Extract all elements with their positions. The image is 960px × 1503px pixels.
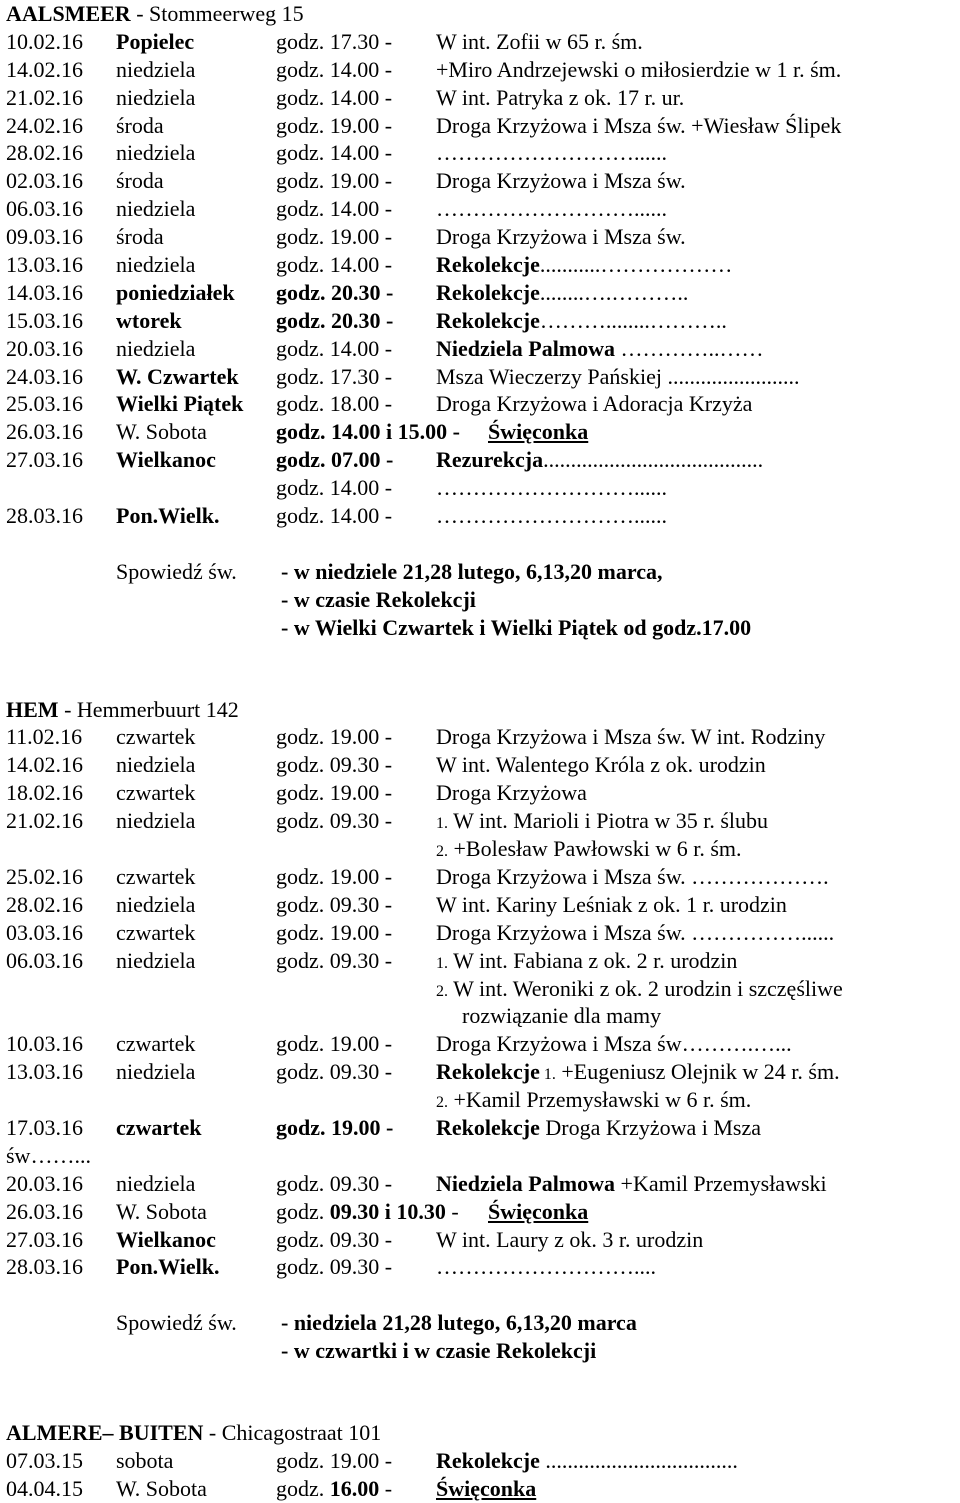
entry-day: środa [116,112,164,138]
entry-time: godz. 14.00 - [276,56,393,82]
confession-spacer [6,1281,956,1309]
schedule-entry [6,835,956,863]
entry-text: Droga Krzyżowa i Adoracja Krzyża [436,391,753,417]
schedule-entry [6,751,956,779]
entry-text: Droga Krzyżowa i Msza św. W int. Rodziny [436,724,826,750]
entry-date: 24.03.16 [6,363,83,389]
entry-number: 2. [436,843,448,861]
entry-day: Popielec [116,28,195,54]
schedule-entry [6,335,956,363]
entry-day: poniedziałek [116,279,235,305]
entry-day: W. Czwartek [116,363,239,389]
entry-date: 10.03.16 [6,1031,83,1057]
entry-date: 03.03.16 [6,919,83,945]
entry-text-bold: Święconka [488,1198,589,1224]
entry-text: Rekolekcje Droga Krzyżowa i Msza [436,1114,761,1140]
entry-time: godz. 16.00 - [276,1475,393,1501]
entry-day: Pon.Wielk. [116,1254,220,1280]
section-heading [6,696,956,724]
schedule-entry [6,139,956,167]
entry-date: 25.02.16 [6,863,83,889]
entry-date: 18.02.16 [6,780,83,806]
entry-text: 2. +Bolesław Pawłowski w 6 r. śm. [436,836,742,862]
schedule-entry [6,84,956,112]
schedule-entry [6,418,956,446]
confession-line [6,1309,956,1337]
entry-date: 13.03.16 [6,252,83,278]
entry-date: 25.03.16 [6,391,83,417]
entry-text: W int. Laury z ok. 3 r. urodzin [436,1226,704,1252]
entry-date: 14.02.16 [6,752,83,778]
schedule-entry [6,1170,956,1198]
section-address: - Hemmerbuurt 142 [58,696,239,722]
entry-time: godz. 09.30 - [276,808,393,834]
entry-date: 09.03.16 [6,224,83,250]
entry-date: 20.03.16 [6,1170,83,1196]
entry-text-bold: Rekolekcje [436,1447,540,1473]
entry-text-bold: Niedziela Palmowa [436,1170,616,1196]
entry-time-bold: 09.30 i 10.30 [329,1198,446,1224]
entry-text: +Miro Andrzejewski o miłosierdzie w 1 r. śm. [436,56,842,82]
schedule-entry [6,1086,956,1114]
schedule-entry [6,307,956,335]
entry-time: godz. 19.00 - [276,863,393,889]
entry-date: 21.02.16 [6,84,83,110]
entry-day: wtorek [116,307,182,333]
schedule-entry [6,1475,956,1503]
schedule-entry [6,1447,956,1475]
entry-day: niedziela [116,1170,196,1196]
entry-date: 15.03.16 [6,307,83,333]
entry-time: godz. 09.30 - [276,1254,393,1280]
entry-date: 27.03.16 [6,1226,83,1252]
entry-date: 04.04.15 [6,1475,83,1501]
schedule-entry [6,223,956,251]
entry-date: 26.03.16 [6,419,83,445]
entry-text: Droga Krzyżowa i Msza św. +Wiesław Ślipek [436,112,842,138]
entry-text: Droga Krzyżowa i Msza św……….…... [436,1031,792,1057]
entry-text: ………………………...... [436,475,667,501]
entry-text-bold: Rekolekcje [436,1059,540,1085]
schedule-entry [6,723,956,751]
confession-text: - w czwartki i w czasie Rekolekcji [281,1338,597,1364]
entry-day: Wielkanoc [116,447,216,473]
entry-text: ……………………….... [436,1254,656,1280]
entry-text-bold: Rekolekcje [436,252,540,278]
entry-date: 24.02.16 [6,112,83,138]
entry-day: niedziela [116,752,196,778]
confession-text: - w Wielki Czwartek i Wielki Piątek od godz.17.00 [281,614,752,640]
entry-text: ………………………...... [436,196,667,222]
entry-time: godz. 09.30 - [276,1226,393,1252]
entry-day: Wielki Piątek [116,391,244,417]
entry-day: niedziela [116,56,196,82]
entry-time: godz. 19.00 - [276,224,393,250]
entry-date: 20.03.16 [6,335,83,361]
schedule-entry [6,446,956,474]
entry-day: niedziela [116,252,196,278]
entry-text: ………………………...... [436,503,667,529]
entry-date: 06.03.16 [6,196,83,222]
schedule-entry [6,863,956,891]
entry-date: 28.02.16 [6,140,83,166]
entry-time: godz. 14.00 - [276,84,393,110]
entry-day: W. Sobota [116,1198,207,1224]
entry-time: godz. 07.00 - [276,447,394,473]
entry-day: niedziela [116,196,196,222]
entry-text: Msza Wieczerzy Pańskiej ........................ [436,363,800,389]
entry-day: niedziela [116,891,196,917]
entry-time-bold: 16.00 [329,1475,380,1501]
entry-time: godz. 09.30 - [276,1059,393,1085]
entry-number: 2. [436,982,448,1000]
entry-time: godz. 19.00 - [276,112,393,138]
section-name: HEM [6,696,59,722]
entry-text: 2. +Kamil Przemysławski w 6 r. śm. [436,1087,752,1113]
entry-date: 14.03.16 [6,279,83,305]
entry-time: godz. 17.30 - [276,28,393,54]
entry-day: czwartek [116,1114,202,1140]
section-heading [6,1419,956,1447]
confession-line [6,1337,956,1365]
entry-text: 1. W int. Fabiana z ok. 2 r. urodzin [436,947,738,973]
schedule-entry [6,891,956,919]
entry-text-bold: Święconka [488,419,589,445]
entry-time: godz. 20.30 - [276,279,394,305]
entry-date: 13.03.16 [6,1059,83,1085]
entry-day: Wielkanoc [116,1226,216,1252]
entry-text: W int. Walentego Króla z ok. urodzin [436,752,766,778]
entry-day: czwartek [116,863,196,889]
entry-text-bold: Rekolekcje [436,1114,540,1140]
entry-day: czwartek [116,919,196,945]
entry-number: 1. [436,815,448,833]
entry-date: 28.02.16 [6,891,83,917]
entry-time: godz. 19.00 - [276,1114,394,1140]
schedule-entry [6,1142,956,1170]
schedule-entry [6,947,956,975]
entry-number: 1. [436,954,448,972]
entry-date: 21.02.16 [6,808,83,834]
schedule-entry [6,975,956,1003]
entry-time: godz. 19.00 - [276,168,393,194]
schedule-entry [6,56,956,84]
entry-day: niedziela [116,808,196,834]
schedule-entry [6,1058,956,1086]
entry-time: godz. 14.00 i 15.00 - [276,419,460,445]
entry-text: Rezurekcja........................................ [436,447,764,473]
entry-text: ………………………...... [436,140,667,166]
entry-day: sobota [116,1447,174,1473]
entry-text-bold: Rezurekcja [436,447,544,473]
entry-text: Niedziela Palmowa +Kamil Przemysławski [436,1170,827,1196]
entry-text [436,1475,536,1503]
entry-day: W. Sobota [116,1475,207,1501]
schedule-entry [6,195,956,223]
schedule-entry [6,502,956,530]
entry-time: godz. 09.30 - [276,752,393,778]
entry-date: 26.03.16 [6,1198,83,1224]
entry-date: św……... [6,1142,91,1168]
section-heading [6,0,956,28]
entry-text: Niedziela Palmowa …………..…… [436,335,764,361]
entry-day: środa [116,168,164,194]
entry-time: godz. 14.00 - [276,335,393,361]
entry-time: godz. 19.00 - [276,1031,393,1057]
confession-line [6,586,956,614]
entry-date: 28.03.16 [6,1254,83,1280]
entry-day: środa [116,224,164,250]
schedule-entry [6,779,956,807]
entry-text: Droga Krzyżowa i Msza św. [436,224,686,250]
section-spacer [6,1393,956,1419]
schedule-entry [6,1114,956,1142]
confession-text: - w czasie Rekolekcji [281,586,476,612]
entry-time: godz. 17.30 - [276,363,393,389]
schedule-entry [6,390,956,418]
schedule-entry [6,1226,956,1254]
confession-text: - niedziela 21,28 lutego, 6,13,20 marca [281,1310,637,1336]
schedule-entry [6,919,956,947]
entry-text: Rekolekcje 1. +Eugeniusz Olejnik w 24 r. śm. [436,1059,840,1085]
entry-text: 1. W int. Marioli i Piotra w 35 r. ślubu [436,808,769,834]
schedule-entry [6,1253,956,1281]
schedule-entry [6,279,956,307]
entry-text-bold: Niedziela Palmowa [436,335,616,361]
confession-line [6,558,956,586]
entry-number: 2. [436,1094,448,1112]
entry-date: 14.02.16 [6,56,83,82]
entry-time: godz. 14.00 - [276,475,393,501]
entry-day: czwartek [116,724,196,750]
entry-text: Droga Krzyżowa i Msza św. ……………...... [436,919,835,945]
confession-spacer [6,1365,956,1393]
entry-day: niedziela [116,1059,196,1085]
entry-text: Droga Krzyżowa i Msza św. ………………. [436,863,829,889]
schedule-entry [6,1002,956,1030]
entry-text: Rekolekcje...........……………… [436,252,733,278]
entry-time: godz. 09.30 - [276,1170,393,1196]
entry-time: godz. 14.00 - [276,196,393,222]
entry-date: 28.03.16 [6,503,83,529]
schedule-entry [6,167,956,195]
schedule-document [6,0,956,1503]
entry-day: niedziela [116,335,196,361]
entry-day: niedziela [116,84,196,110]
entry-text: Rekolekcje………........……….. [436,307,727,333]
section-spacer [6,670,956,696]
entry-date: 11.02.16 [6,724,83,750]
entry-time: godz. 19.00 - [276,1447,393,1473]
entry-time: godz. 14.00 - [276,503,393,529]
entry-day: Pon.Wielk. [116,503,220,529]
confession-label: Spowiedź św. [116,558,237,584]
confession-text: - w niedziele 21,28 lutego, 6,13,20 marca, [281,558,663,584]
entry-text: Droga Krzyżowa [436,780,587,806]
entry-text: W int. Zofii w 65 r. śm. [436,28,643,54]
schedule-entry [6,474,956,502]
confession-line [6,614,956,642]
entry-time: godz. 09.30 - [276,947,393,973]
schedule-entry [6,1030,956,1058]
schedule-entry [6,112,956,140]
entry-text-bold: Święconka [436,1475,537,1501]
entry-text: W int. Kariny Leśniak z ok. 1 r. urodzin [436,891,787,917]
entry-text [488,1198,588,1226]
entry-date: 07.03.15 [6,1447,83,1473]
entry-text: Rekolekcje........….……….. [436,279,689,305]
entry-text: 2. W int. Weroniki z ok. 2 urodzin i szczęśliwe [436,975,843,1001]
entry-date: 06.03.16 [6,947,83,973]
entry-number: 1. [539,1066,556,1084]
confession-spacer [6,530,956,558]
entry-day: czwartek [116,1031,196,1057]
entry-text-bold: Rekolekcje [436,307,540,333]
confession-label: Spowiedź św. [116,1310,237,1336]
entry-time: godz. 14.00 - [276,252,393,278]
entry-date: 10.02.16 [6,28,83,54]
entry-day: niedziela [116,140,196,166]
schedule-entry [6,807,956,835]
section-name: ALMERE– BUITEN [6,1420,204,1446]
entry-day: W. Sobota [116,419,207,445]
entry-day: niedziela [116,947,196,973]
entry-text: Droga Krzyżowa i Msza św. [436,168,686,194]
entry-day: czwartek [116,780,196,806]
entry-time: godz. 19.00 - [276,780,393,806]
entry-time: godz. 19.00 - [276,724,393,750]
section-address: - Chicagostraat 101 [203,1420,382,1446]
section-address: - Stommeerweg 15 [130,1,304,26]
entry-time: godz. 14.00 - [276,140,393,166]
schedule-entry [6,28,956,56]
entry-text: Rekolekcje ................................... [436,1447,738,1473]
entry-text: W int. Patryka z ok. 17 r. ur. [436,84,685,110]
entry-date: 27.03.16 [6,447,83,473]
entry-time: godz. 09.30 i 10.30 - [276,1198,459,1224]
entry-date: 17.03.16 [6,1114,83,1140]
entry-text [488,418,588,446]
entry-time: godz. 19.00 - [276,919,393,945]
entry-date: 02.03.16 [6,168,83,194]
entry-time: godz. 09.30 - [276,891,393,917]
schedule-entry [6,251,956,279]
schedule-entry [6,1198,956,1226]
entry-time: godz. 18.00 - [276,391,393,417]
schedule-entry [6,363,956,391]
entry-time: godz. 20.30 - [276,307,394,333]
entry-text: rozwiązanie dla mamy [462,1003,662,1029]
confession-spacer [6,642,956,670]
entry-text-bold: Rekolekcje [436,279,540,305]
section-name: AALSMEER [6,1,131,26]
